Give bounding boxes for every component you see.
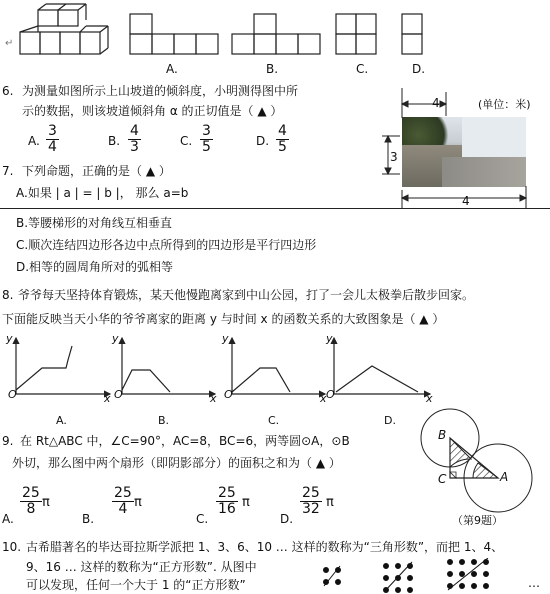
q10-number: 10.: [2, 540, 22, 554]
q6-line2: 示的数据，则该坡道倾斜角 α 的正切值是（ ▲ ）: [22, 104, 283, 118]
q9-circles-figure: [418, 408, 550, 516]
q7-option-c: C.顺次连结四边形各边中点所得到的四边形是平行四边形: [16, 238, 317, 252]
q9-option-d-fraction: $\frac{25}{32}$: [302, 485, 320, 517]
cube-option-c: [336, 14, 376, 54]
q9-caption: （第9题）: [452, 514, 503, 527]
slope-unit: (单位：米): [478, 98, 531, 111]
q10-line1: 古希腊著名的毕达哥拉斯学派把 1、3、6、10 … 这样的数称为“三角形数”，而把 1、4、: [26, 540, 504, 554]
q7-option-a: A.如果 | a | = | b |， 那么 a=b: [16, 186, 189, 200]
cube-option-b: [232, 14, 320, 54]
q6-option-b-fraction: $\frac{4}{3}$: [130, 123, 139, 155]
q8-line2: 下面能反映当天小华的爷爷离家的距离 y 与时间 x 的函数关系的大致图象是（ ▲ ）: [2, 312, 445, 326]
dot-pattern-3: [448, 558, 489, 590]
q8-graph-d-origin: O: [326, 388, 335, 401]
q8-graph-c: [232, 338, 325, 394]
q9-option-c-fraction: $\frac{25}{16}$: [218, 485, 236, 517]
q7-stem: 下列命题，正确的是（ ▲ ）: [22, 164, 171, 178]
q9-option-d-pi: π: [326, 495, 334, 510]
q8-graph-c-x: x: [320, 392, 327, 405]
q6-option-c-label: C.: [180, 134, 193, 148]
q6-option-b-label: B.: [108, 134, 121, 148]
cube-label-b: B.: [266, 62, 279, 76]
cube-solid-figure: [20, 4, 108, 54]
q8-line1: 爷爷每天坚持体育锻炼，某天他慢跑离家到中山公园，打了一会儿太极拳后散步回家。: [18, 288, 475, 302]
q9-option-a-label: A.: [2, 512, 14, 526]
q8-graph-label-b: B.: [158, 414, 170, 427]
q8-graph-b-x: x: [210, 392, 217, 405]
q9-option-a-pi: π: [42, 495, 50, 510]
q6-option-a-fraction: $\frac{3}{4}$: [48, 123, 57, 155]
q10-line3: 可以发现，任何一个大于 1 的“正方形数”: [26, 578, 246, 592]
q8-graph-d: [334, 338, 430, 394]
cube-label-a: A.: [166, 62, 178, 76]
dot-pattern-1: [324, 566, 341, 586]
q8-graph-label-a: A.: [56, 414, 67, 427]
dot-pattern-2: [384, 562, 413, 593]
q6-option-d-fraction: $\frac{4}{5}$: [278, 123, 287, 155]
q7-option-b: B.等腰梯形的对角线互相垂直: [16, 216, 173, 230]
q9-option-a-fraction: $\frac{25}{8}$: [22, 485, 40, 517]
q6-option-d-label: D.: [256, 134, 270, 148]
slope-dim-top: 4: [432, 96, 440, 110]
q10-dot-patterns: [318, 558, 550, 594]
q6-option-a-label: A.: [28, 134, 40, 148]
q8-number: 8.: [2, 288, 14, 302]
cube-option-d: [402, 14, 422, 54]
q9-option-b-pi: π: [134, 495, 142, 510]
q9-number: 9.: [2, 434, 14, 448]
slope-dim-left: 3: [390, 150, 398, 164]
q9-label-b: B: [438, 428, 447, 442]
q8-graph-b-origin: O: [114, 388, 123, 401]
q9-label-a: A: [500, 470, 509, 484]
q6-option-c-fraction: $\frac{3}{5}$: [202, 123, 211, 155]
return-mark: ↵: [5, 38, 14, 49]
q8-graph-d-x: x: [426, 392, 433, 405]
q8-graph-c-origin: O: [224, 388, 233, 401]
q10-ellipsis: …: [528, 576, 540, 590]
q8-graph-c-y: y: [222, 332, 229, 345]
q8-graph-b: [122, 338, 215, 394]
q8-graph-label-c: C.: [268, 414, 280, 427]
q8-graph-b-y: y: [112, 332, 119, 345]
q6-line1: 为测量如图所示上山坡道的倾斜度，小明测得图中所: [22, 84, 299, 98]
q9-option-c-pi: π: [242, 495, 250, 510]
q9-option-b-fraction: $\frac{25}{4}$: [114, 485, 132, 517]
q8-graph-a-x: x: [104, 392, 111, 405]
q6-number: 6.: [2, 84, 14, 98]
q9-option-d-label: D.: [280, 512, 294, 526]
q8-graph-a: [16, 338, 110, 394]
q7-option-d: D.相等的圆周角所对的弧相等: [16, 260, 174, 274]
q9-line1: 在 Rt△ABC 中，∠C=90°，AC=8，BC=6，两等圆⊙A，⊙B: [20, 434, 350, 448]
q8-graph-label-d: D.: [384, 414, 396, 427]
cube-label-c: C.: [356, 62, 369, 76]
cube-option-a: [130, 14, 218, 54]
q8-graph-d-y: y: [326, 332, 333, 345]
page-divider: [0, 208, 550, 209]
q7-number: 7.: [2, 164, 14, 178]
q9-label-c: C: [438, 472, 447, 486]
slope-dim-bottom: 4: [462, 194, 470, 208]
q8-graph-a-origin: O: [8, 388, 17, 401]
q8-graph-a-y: y: [6, 332, 13, 345]
q9-line2: 外切，那么图中两个扇形（即阴影部分）的面积之和为（ ▲ ）: [12, 456, 341, 470]
q10-line2: 9、16 … 这样的数称为“正方形数”. 从图中: [26, 560, 257, 574]
q9-option-c-label: C.: [196, 512, 209, 526]
q9-option-b-label: B.: [82, 512, 95, 526]
cube-label-d: D.: [412, 62, 426, 76]
